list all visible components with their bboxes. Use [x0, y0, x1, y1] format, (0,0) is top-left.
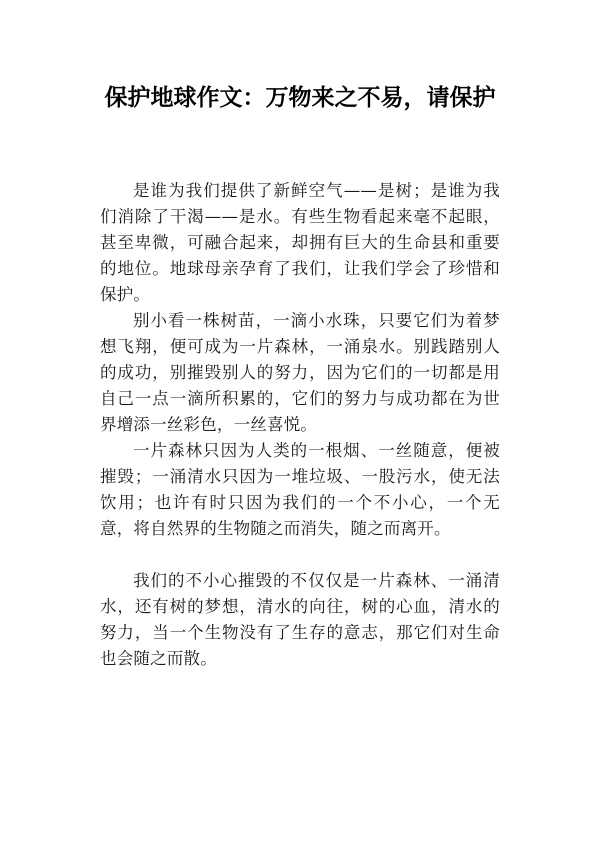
paragraph-3: 一片森林只因为人类的一根烟、一丝随意，便被摧毁；一涌清水只因为一堆垃圾、一股污水，使无法饮用；也许有时只因为我们的一个不小心，一个无意，将自然界的生物随之而消失，随之而离开。 [100, 441, 500, 538]
essay-body [100, 178, 500, 672]
paragraph-1: 是谁为我们提供了新鲜空气——是树；是谁为我们消除了干渴——是水。有些生物看起来毫不起眼，甚至卑微，可融合起来，却拥有巨大的生命县和重要的地位。地球母亲孕育了我们，让我们学会了珍惜和保护。 [100, 181, 500, 304]
paragraph-4: 我们的不小心摧毁的不仅仅是一片森林、一涌清水，还有树的梦想，清水的向往，树的心血，清水的努力，当一个生物没有了生存的意志，那它们对生命也会随之而散。 [100, 571, 500, 668]
paragraph-2: 别小看一株树苗，一滴小水珠，只要它们为着梦想飞翔，便可成为一片森林，一涌泉水。别践踏别人的成功，别摧毁别人的努力，因为它们的一切都是用自己一点一滴所积累的，它们的努力与成功都在为世界增添一丝彩色，一丝喜悦。 [100, 311, 500, 434]
page-title: 保护地球作文：万物来之不易，请保护 [104, 85, 496, 111]
